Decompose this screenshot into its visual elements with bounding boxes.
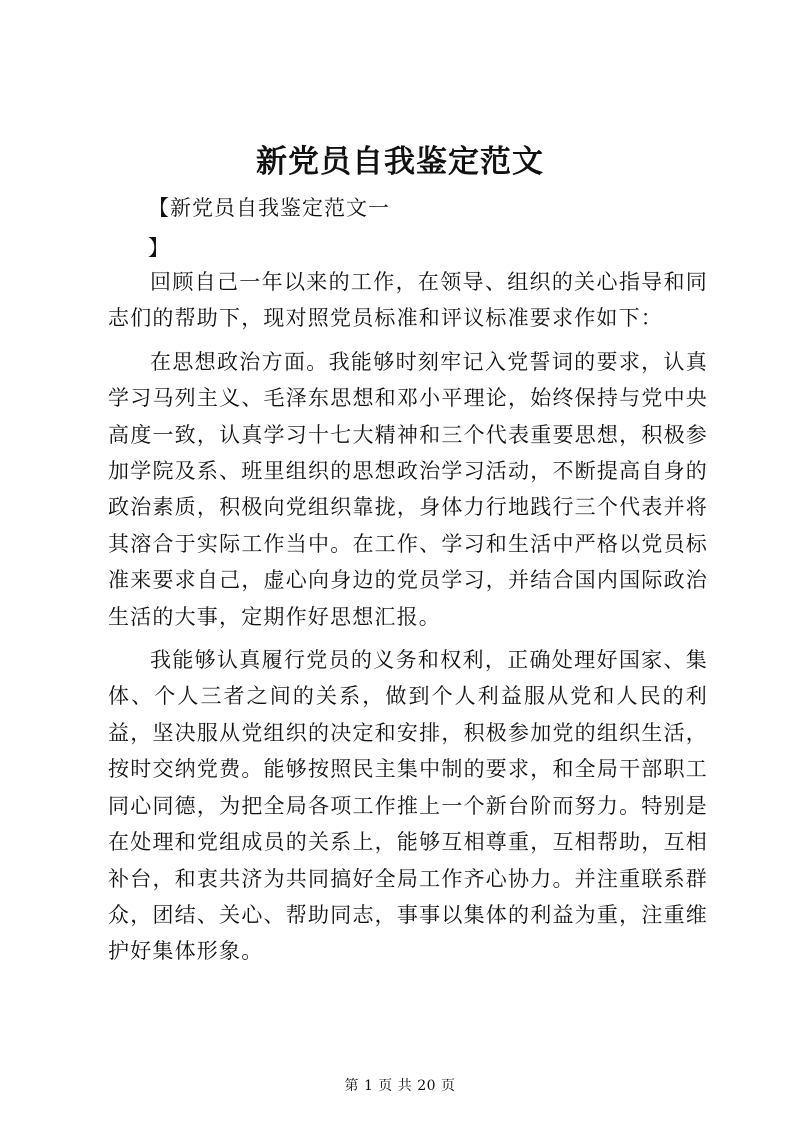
section-heading-line-1: 【新党员自我鉴定范文一 (148, 196, 390, 220)
document-body (108, 264, 708, 977)
paragraph-political: 在思想政治方面。我能够时刻牢记入党誓词的要求，认真学习马列主义、毛泽东思想和邓小平理论，始终保持与党中央高度一致，认真学习十七大精神和三个代表重要思想，积极参加学院及系、班里组织的思想政治学习活动，不断提高自身的政治素质，积极向党组织靠拢，身体力行地践行三个代表并将其溶合于实际工作当中。在工作、学习和生活中严格以党员标准来要求自己，虚心向身边的党员学习，并结合国内国际政治生活的大事，定期作好思想汇报。 (108, 349, 708, 629)
paragraph-intro: 回顾自己一年以来的工作，在领导、组织的关心指导和同志们的帮助下，现对照党员标准和评议标准要求作如下： (108, 270, 708, 331)
page-footer: 第 1 页 共 20 页 (344, 1078, 456, 1094)
section-heading-line-2: 】 (148, 236, 170, 260)
paragraph-duties: 我能够认真履行党员的义务和权利，正确处理好国家、集体、个人三者之间的关系，做到个人利益服从党和人民的利益，坚决服从党组织的决定和安排，积极参加党的组织生活，按时交纳党费。能够按照民主集中制的要求，和全局干部职工同心同德，为把全局各项工作推上一个新台阶而努力。特别是在处理和党组成员的关系上，能够互相尊重，互相帮助，互相补台，和衷共济为共同搞好全局工作齐心协力。并注重联系群众，团结、关心、帮助同志，事事以集体的利益为重，注重维护好集体形象。 (108, 648, 708, 964)
document-title: 新党员自我鉴定范文 (256, 144, 544, 180)
